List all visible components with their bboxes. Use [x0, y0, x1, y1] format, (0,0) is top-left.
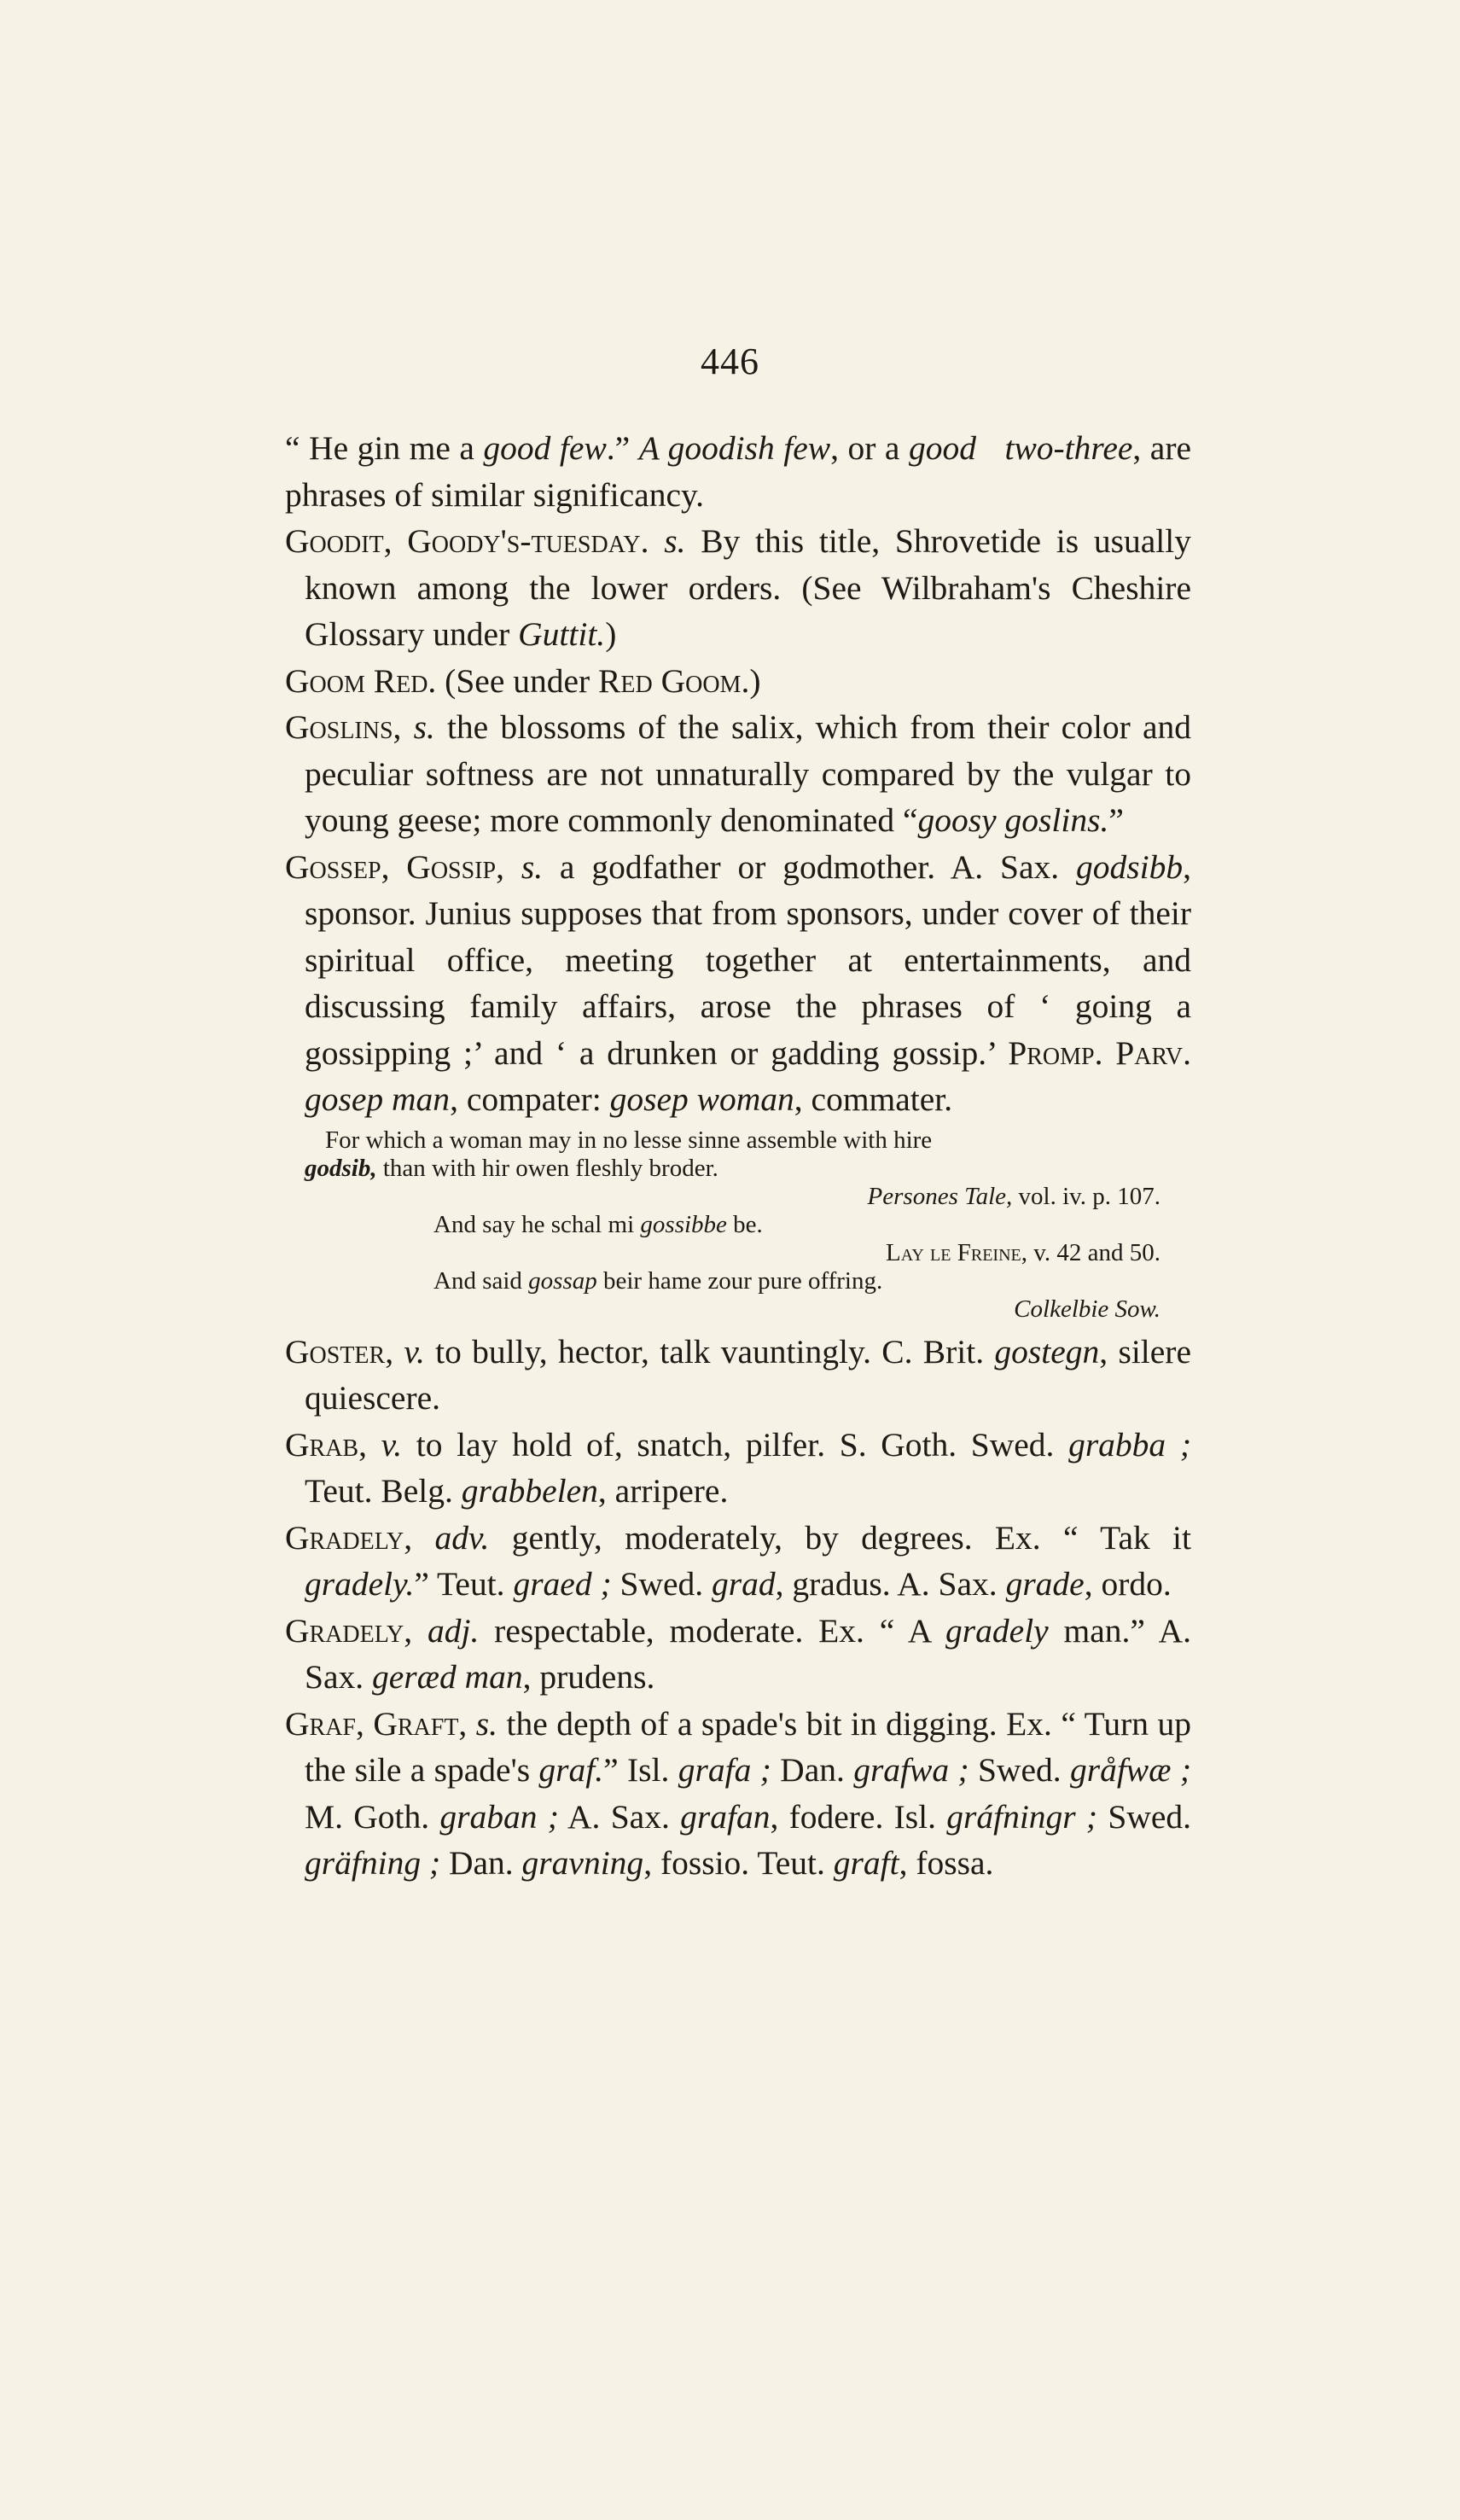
- citation: [285, 1183, 1191, 1211]
- gossep-quotations: [285, 1126, 1191, 1324]
- etymon: grabbelen: [461, 1472, 598, 1510]
- headword: Gossep, Gossip,: [285, 847, 504, 886]
- dictionary-text: [285, 425, 1191, 1887]
- part-of-speech: v.: [404, 1332, 425, 1371]
- citation-title: Persones Tale,: [867, 1182, 1013, 1210]
- entry-goster: [285, 1329, 1191, 1422]
- definition: the blossoms of the salix, which from their color and peculiar softness are not unnaturally compared by the vulgar to young geese; more commonly denominated “: [305, 708, 1191, 839]
- text: , fodere. Isl.: [770, 1797, 947, 1836]
- text: ”: [1108, 801, 1124, 839]
- quote-text: And say he schal mi: [433, 1210, 641, 1238]
- quotation-line: [285, 1126, 1191, 1155]
- headword: Goom Red.: [285, 661, 437, 700]
- text: M. Goth.: [305, 1797, 440, 1836]
- citation-ref: vol. iv. p. 107.: [1012, 1182, 1160, 1210]
- text: , arripere.: [597, 1472, 729, 1510]
- cross-reference: Red Goom.: [598, 661, 750, 700]
- text: Swed.: [1097, 1797, 1192, 1836]
- citation-title: Lay le Freine,: [886, 1238, 1027, 1266]
- example-word: gradely: [945, 1611, 1049, 1650]
- etymon: grade: [1005, 1565, 1085, 1603]
- quote-text: And said: [433, 1266, 529, 1295]
- example-word: two-three: [1004, 429, 1133, 467]
- etymon: gosep woman: [609, 1080, 794, 1118]
- definition: to bully, hector, talk vauntingly. C. Brit.: [424, 1332, 995, 1371]
- part-of-speech: v.: [381, 1425, 403, 1464]
- example-word: graf.: [538, 1751, 604, 1789]
- page-number: 446: [701, 340, 759, 382]
- headword: Graf, Graft,: [285, 1704, 468, 1743]
- entry-gradely-adj: [285, 1608, 1191, 1701]
- quotation-line: [285, 1267, 1191, 1295]
- text: , fossa.: [899, 1844, 994, 1882]
- entry-goslins: [285, 704, 1191, 844]
- definition: , sponsor. Junius supposes that from sponsors, under cover of their spiritual office, meeting together at entertainments, and discussing family affairs, arose the phrases of ‘ going a gossipping ;’ and ‘ a drunken or gadding gossip.’: [305, 847, 1191, 1072]
- text: , compater:: [450, 1080, 610, 1118]
- headword: Grab,: [285, 1425, 367, 1464]
- etymon: geræd man: [372, 1658, 523, 1696]
- text: , ordo.: [1084, 1565, 1172, 1603]
- headword: Gradely,: [285, 1518, 413, 1557]
- text: Swed.: [611, 1565, 713, 1603]
- etymon: gostegn: [994, 1332, 1100, 1371]
- part-of-speech: s.: [413, 708, 435, 746]
- text: man.” A. Sax.: [305, 1611, 1191, 1696]
- etymon: graed ;: [513, 1565, 612, 1603]
- etymon: gráfningr ;: [946, 1797, 1098, 1836]
- etymon: gräfning ;: [305, 1844, 441, 1882]
- definition: to lay hold of, snatch, pilfer. S. Goth. Swed.: [402, 1425, 1069, 1464]
- text: ): [749, 661, 761, 700]
- reference-word: Guttit.: [518, 615, 606, 653]
- example-word: good: [908, 429, 976, 467]
- text: Swed.: [968, 1751, 1070, 1789]
- quoted-word: godsib,: [305, 1154, 377, 1182]
- quotation-line: [285, 1211, 1191, 1239]
- etymon: gråfwæ ;: [1069, 1751, 1191, 1789]
- headword: Goster,: [285, 1332, 394, 1371]
- quote-text: “ He gin me a: [285, 429, 484, 467]
- quote-text: than with hir owen fleshly broder.: [376, 1154, 718, 1182]
- quotation-line: [285, 1155, 1191, 1183]
- headword: Goslins,: [285, 708, 402, 746]
- citation: [285, 1295, 1191, 1324]
- definition: gently, moderately, by degrees. Ex. “ Tak it: [489, 1518, 1191, 1557]
- text: , commater.: [794, 1080, 953, 1118]
- part-of-speech: adj.: [427, 1611, 480, 1650]
- entry-gossep: [285, 844, 1191, 1123]
- citation-title: Colkelbie Sow.: [1014, 1295, 1160, 1323]
- text: ): [605, 615, 617, 653]
- source-abbrev: Promp. Parv.: [1008, 1033, 1191, 1072]
- etymon: graban ;: [439, 1797, 559, 1836]
- etymon: grad: [712, 1565, 776, 1603]
- part-of-speech: s.: [475, 1704, 498, 1743]
- citation: [285, 1239, 1191, 1267]
- entry-continuation: [285, 425, 1191, 518]
- definition: respectable, moderate. Ex. “ A: [479, 1611, 946, 1650]
- etymon: grafa ;: [678, 1751, 771, 1789]
- etymon: graft: [833, 1844, 899, 1882]
- quote-text: For which a woman may in no lesse sinne assemble with hire: [325, 1126, 933, 1154]
- example-word: gradely.: [305, 1565, 415, 1603]
- etymon: grafwa ;: [853, 1751, 969, 1789]
- quoted-word: gossibbe: [640, 1210, 727, 1238]
- text: ” Teut.: [414, 1565, 514, 1603]
- entry-goom-red: [285, 658, 1191, 705]
- quoted-word: gossap: [528, 1266, 597, 1295]
- quote-text: be.: [726, 1210, 763, 1238]
- etymon: grafan: [680, 1797, 771, 1836]
- text: (See under: [436, 661, 599, 700]
- text: , fossio. Teut.: [643, 1844, 834, 1882]
- definition: By this title, Shrovetide is usually known among the lower orders. (See Wilbraham's Cheshire Glossary under: [305, 522, 1191, 653]
- etymon: gosep man: [305, 1080, 451, 1118]
- text: Dan.: [440, 1844, 522, 1882]
- definition: a godfather or godmother. A. Sax.: [543, 847, 1077, 886]
- text: , gradus. A. Sax.: [775, 1565, 1006, 1603]
- text: , or a: [830, 429, 909, 467]
- quote-text: beir hame zour pure offring.: [596, 1266, 883, 1295]
- example-word: goosy goslins.: [917, 801, 1109, 839]
- text: , silere quiescere.: [305, 1332, 1191, 1417]
- text: Dan.: [771, 1751, 854, 1789]
- etymon: godsibb: [1076, 847, 1184, 886]
- text: Teut. Belg.: [305, 1472, 462, 1510]
- etymon: grabba ;: [1068, 1425, 1191, 1464]
- headword: Gradely,: [285, 1611, 413, 1650]
- part-of-speech: s.: [521, 847, 544, 886]
- citation-ref: v. 42 and 50.: [1027, 1238, 1160, 1266]
- part-of-speech: adv.: [434, 1518, 490, 1557]
- entry-gradely-adv: [285, 1515, 1191, 1608]
- text: , prudens.: [522, 1658, 655, 1696]
- definition: the depth of a spade's bit in digging. Ex. “ Turn up the sile a spade's: [305, 1704, 1191, 1789]
- text: ” Isl.: [603, 1751, 678, 1789]
- example-word: A goodish few: [638, 429, 831, 467]
- text: , are phrases of similar significancy.: [285, 429, 1192, 514]
- part-of-speech: s.: [664, 522, 686, 560]
- headword: Goodit, Goody's-tuesday.: [285, 522, 649, 560]
- entry-grab: [285, 1422, 1191, 1515]
- etymon: gravning: [521, 1844, 644, 1882]
- quote-text: .”: [606, 429, 639, 467]
- entry-graf: [285, 1701, 1191, 1887]
- example-word: good few: [483, 429, 607, 467]
- entry-goodit: [285, 518, 1191, 658]
- text: A. Sax.: [558, 1797, 681, 1836]
